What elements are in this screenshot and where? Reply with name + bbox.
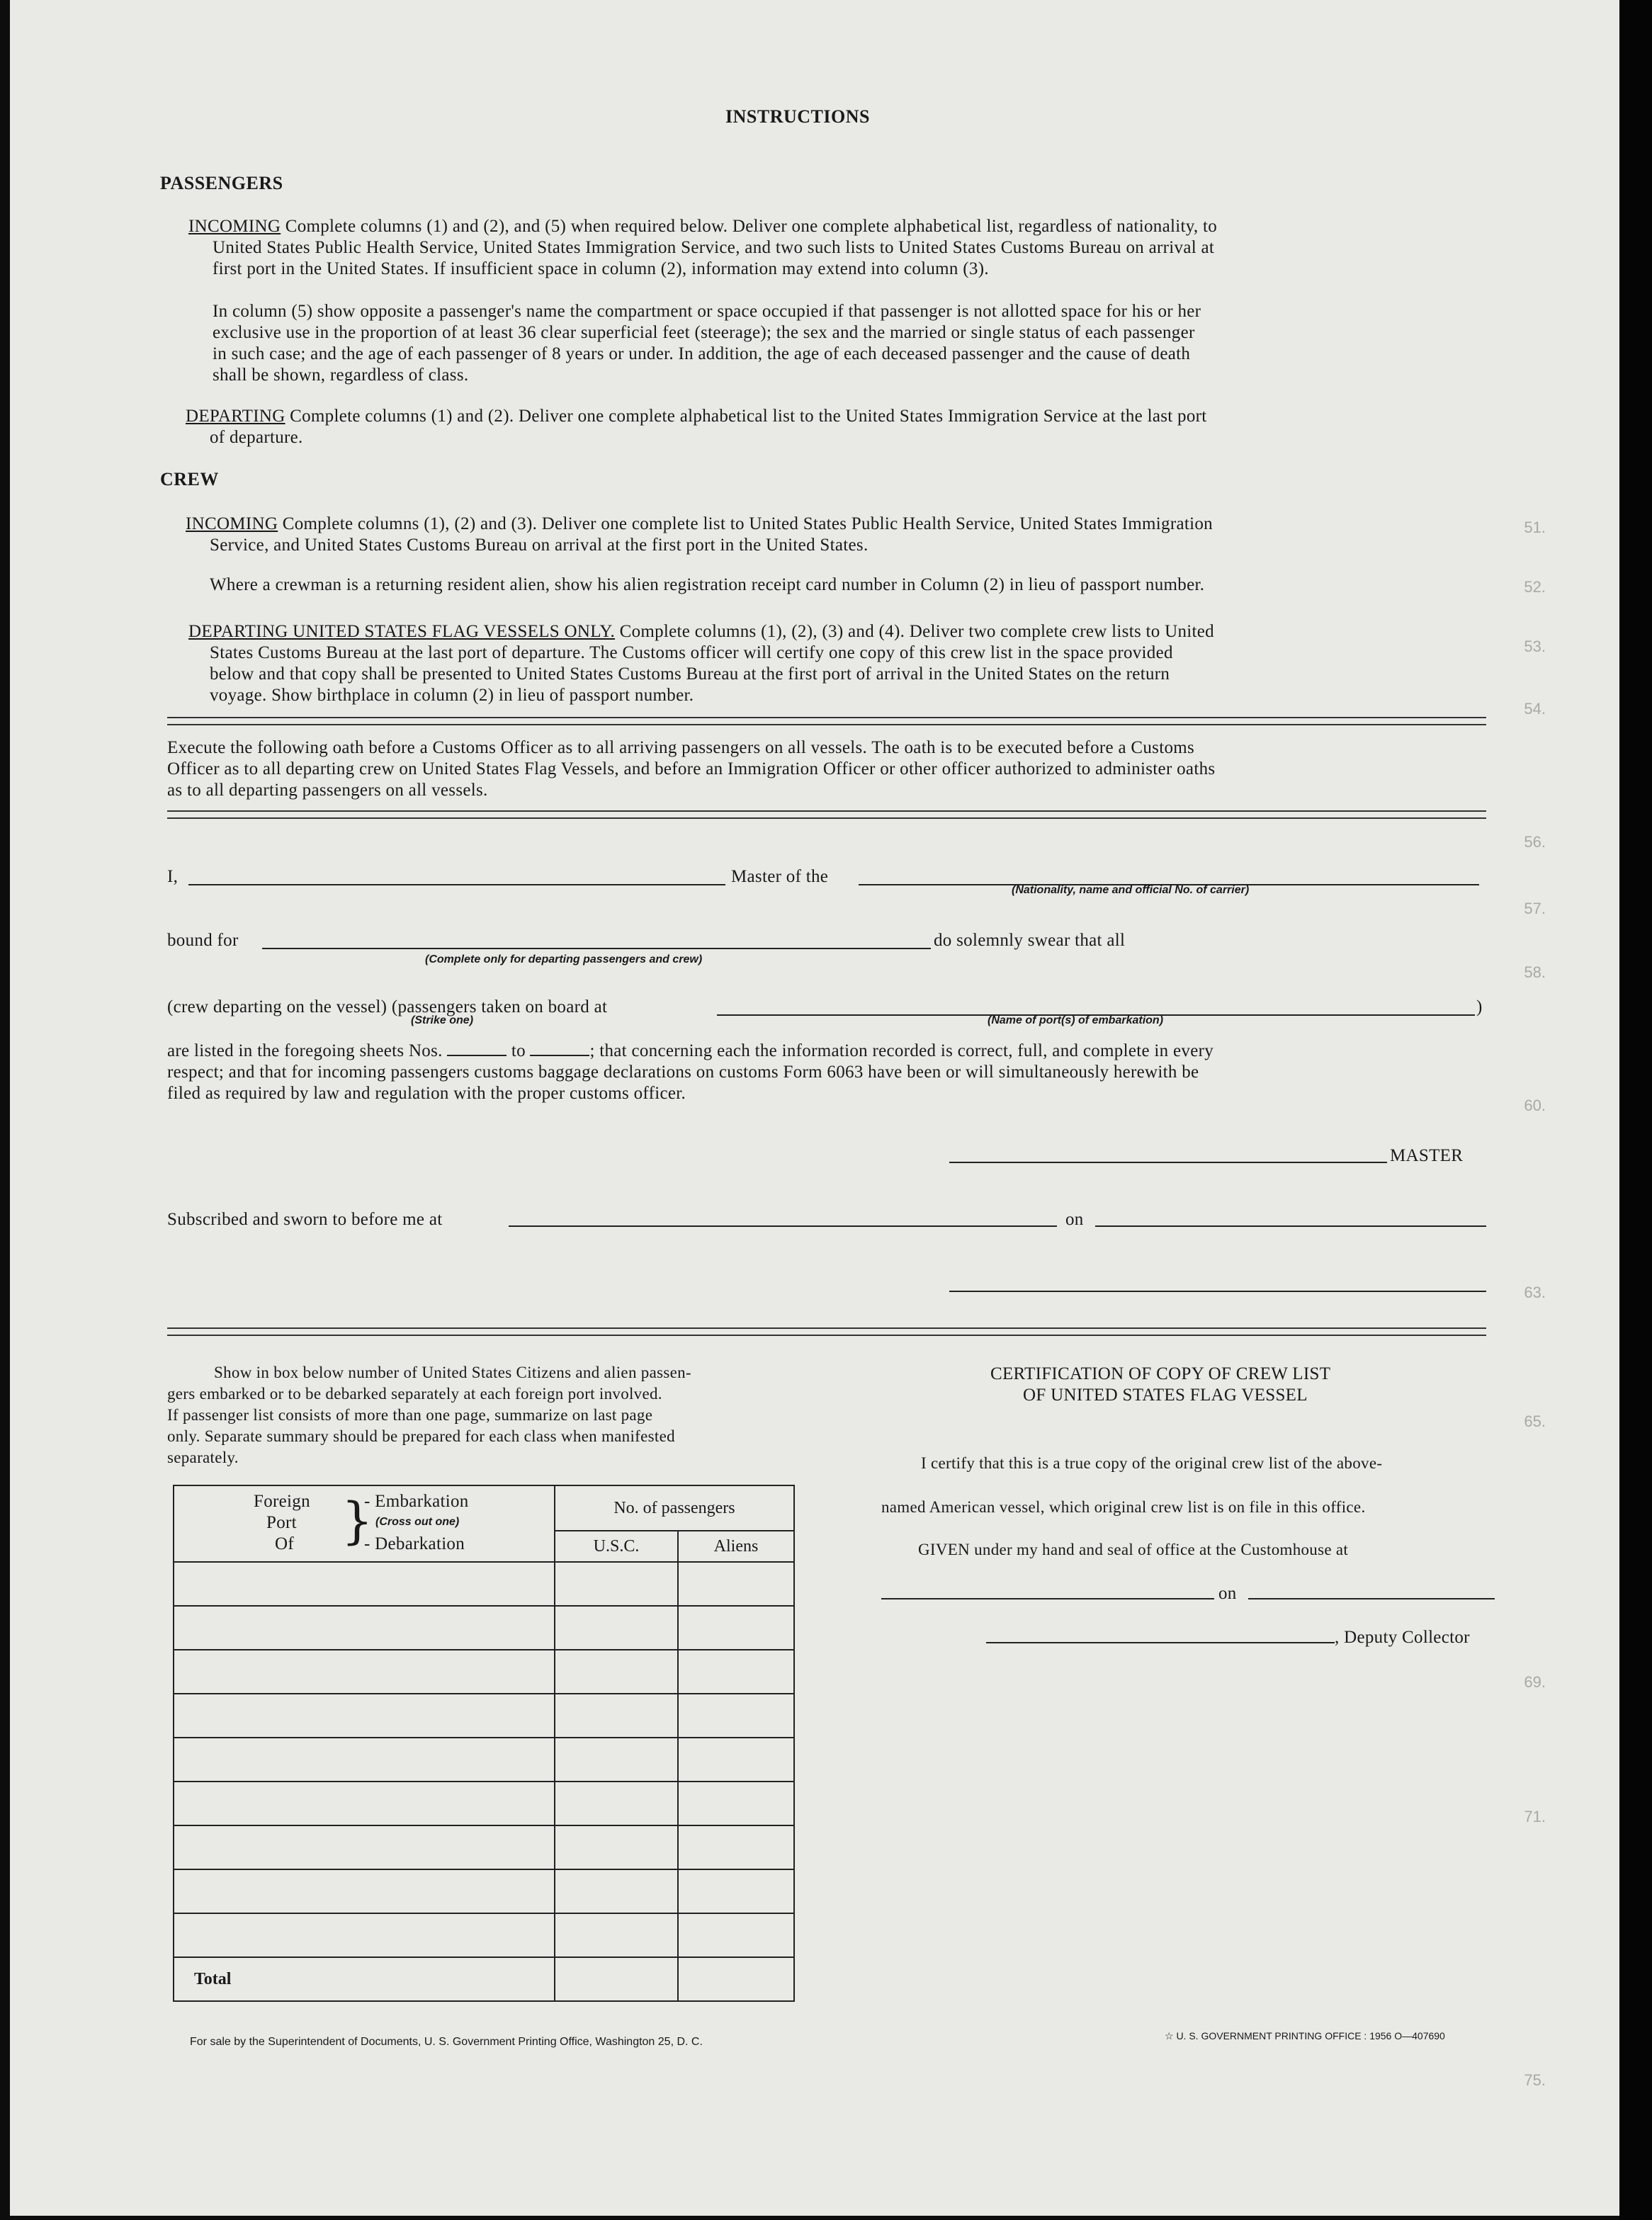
crew-departing-line-1: DEPARTING UNITED STATES FLAG VESSELS ONLY. Complete columns (1), (2), (3) and (4). Deliver two complete crew lists to United [188,622,1214,641]
summary-text-4: only. Separate summary should be prepared for each class when manifested [167,1427,675,1445]
column-5-line-1: In column (5) show opposite a passenger's name the compartment or space occupied if that passenger is not allotted space for his or her [213,302,1201,321]
port-cell[interactable] [174,1869,555,1913]
complete-only-caption: (Complete only for departing passengers and crew) [425,953,703,965]
oath-intro-line-3: as to all departing passengers on all vessels. [167,781,488,800]
table-row [174,1650,794,1694]
port-cell[interactable] [174,1825,555,1869]
sheets-line: are listed in the foregoing sheets Nos. to ; that concerning each the information recorded is correct, full, and complete in every [167,1041,1214,1060]
port-caption: (Name of port(s) of embarkation) [988,1014,1164,1026]
crew-incoming-line-1: INCOMING Complete columns (1), (2) and (3). Deliver one complete list to United States Public Health Service, United States Immigration [186,514,1213,533]
total-label: Total [174,1957,555,2001]
aliens-cell[interactable] [678,1694,794,1738]
oath-intro-line-1: Execute the following oath before a Customs Officer as to all arriving passengers on all vessels. The oath is to be executed before a Customs [167,738,1195,757]
bleed-through-number: 60. [1524,1097,1546,1114]
passengers-incoming-line-3: first port in the United States. If insufficient space in column (2), information may extend into column (3). [213,259,989,278]
aliens-cell[interactable] [678,1562,794,1606]
certification-date-field[interactable] [1248,1598,1495,1599]
aliens-cell[interactable] [678,1738,794,1782]
summary-text-1: Show in box below number of United States Citizens and alien passen- [214,1364,691,1381]
bound-for-field[interactable] [262,948,931,949]
crew-incoming-line-2: Service, and United States Customs Bureau on arrival at the first port in the United States. [210,536,869,555]
certification-title-2: OF UNITED STATES FLAG VESSEL [1023,1386,1308,1405]
certification-title-1: CERTIFICATION OF COPY OF CREW LIST [990,1364,1331,1383]
scan-border [1619,0,1652,2220]
passenger-summary-table [173,1485,795,2002]
table-row [174,1782,794,1825]
crew-departing-label: DEPARTING UNITED STATES FLAG VESSELS ONLY. [188,622,616,641]
section-divider [167,810,1486,819]
port-cell[interactable] [174,1782,555,1825]
table-row [174,1606,794,1650]
table-row [174,1562,794,1606]
usc-cell[interactable] [555,1738,678,1782]
crew-incoming-label: INCOMING [186,514,278,533]
bleed-through-number: 71. [1524,1808,1546,1825]
summary-text-2: gers embarked or to be debarked separately at each foreign port involved. [167,1385,662,1403]
passengers-departing-line-2: of departure. [210,428,303,447]
aliens-cell[interactable] [678,1606,794,1650]
brace-icon: } [341,1492,373,1550]
deputy-collector-signature-field[interactable] [986,1642,1335,1643]
subscribed-label: Subscribed and sworn to before me at [167,1210,443,1229]
nationality-caption: (Nationality, name and official No. of carrier) [1012,884,1250,896]
bleed-through-number: 58. [1524,963,1546,981]
aliens-cell[interactable] [678,1782,794,1825]
footer-left: For sale by the Superintendent of Documents, U. S. Government Printing Office, Washington 25, D. C. [190,2036,703,2048]
swear-label: do solemnly swear that all [934,931,1126,950]
port-cell[interactable] [174,1606,555,1650]
usc-cell[interactable] [555,1869,678,1913]
usc-cell[interactable] [555,1825,678,1869]
port-cell[interactable] [174,1650,555,1694]
master-name-field[interactable] [188,884,725,885]
usc-cell[interactable] [555,1913,678,1957]
usc-cell[interactable] [555,1650,678,1694]
aliens-cell[interactable] [678,1869,794,1913]
sheet-to-field[interactable] [530,1041,589,1056]
bound-for-label: bound for [167,931,239,950]
port-cell[interactable] [174,1562,555,1606]
certification-on-label: on [1218,1584,1237,1603]
certification-text-1: I certify that this is a true copy of the original crew list of the above- [921,1454,1383,1472]
bleed-through-number: 57. [1524,900,1546,917]
port-cell[interactable] [174,1738,555,1782]
bleed-through-number: 75. [1524,2071,1546,2089]
bleed-through-number: 63. [1524,1284,1546,1301]
sworn-on-label: on [1065,1210,1084,1229]
bleed-through-number: 51. [1524,519,1546,536]
port-cell[interactable] [174,1913,555,1957]
crew-departing-oath-label: (crew departing on the vessel) (passengers taken on board at [167,997,608,1016]
section-divider [167,1327,1486,1336]
bleed-through-number: 53. [1524,638,1546,655]
port-cell[interactable] [174,1694,555,1738]
passengers-incoming-line-2: United States Public Health Service, United States Immigration Service, and two such lists to United States Customs Bureau on arrival at [213,238,1215,257]
page-title: INSTRUCTIONS [725,106,870,127]
oath-i-label: I, [167,867,179,886]
usc-header: U.S.C. [555,1531,678,1562]
master-signature-field[interactable] [949,1162,1387,1163]
footer-right: ☆ U. S. GOVERNMENT PRINTING OFFICE : 1956 O—407690 [1165,2030,1445,2041]
sheet-from-field[interactable] [447,1041,507,1056]
aliens-cell[interactable] [678,1913,794,1957]
strike-one-caption: (Strike one) [411,1014,474,1026]
table-row [174,1738,794,1782]
oath-line-2: respect; and that for incoming passengers customs baggage declarations on customs Form 6063 have been or will simultaneously herewith be [167,1063,1199,1082]
crew-alien-line: Where a crewman is a returning resident alien, show his alien registration receipt card number in Column (2) in lieu of passport number. [210,575,1205,594]
total-aliens-cell[interactable] [678,1957,794,2001]
oath-line-3: filed as required by law and regulation with the proper customs officer. [167,1084,686,1103]
passengers-incoming-line-1: INCOMING Complete columns (1) and (2), and (5) when required below. Deliver one complete alphabetical list, regardless of nationality, to [188,217,1218,236]
bleed-through-number: 56. [1524,833,1546,851]
aliens-cell[interactable] [678,1650,794,1694]
table-row [174,1825,794,1869]
aliens-cell[interactable] [678,1825,794,1869]
bleed-through-number: 54. [1524,700,1546,718]
officer-signature-field[interactable] [949,1291,1486,1292]
table-row [174,1913,794,1957]
sworn-date-field[interactable] [1095,1225,1486,1227]
crew-departing-line-4: voyage. Show birthplace in column (2) in lieu of passport number. [210,686,694,705]
crew-heading: CREW [160,469,219,489]
crew-departing-line-2: States Customs Bureau at the last port of departure. The Customs officer will certify one copy of this crew list in the space provided [210,643,1173,662]
no-passengers-header: No. of passengers [555,1485,794,1531]
deputy-collector-label: , Deputy Collector [1335,1628,1470,1647]
summary-text-3: If passenger list consists of more than one page, summarize on last page [167,1406,653,1424]
certification-text-2: named American vessel, which original crew list is on file in this office. [881,1498,1366,1516]
given-text: GIVEN under my hand and seal of office at the Customhouse at [918,1541,1349,1558]
passengers-incoming-label: INCOMING [188,217,281,236]
column-5-line-4: shall be shown, regardless of class. [213,366,469,385]
master-of-the-label: Master of the [731,867,829,886]
section-divider [167,717,1486,725]
master-label: MASTER [1390,1146,1464,1165]
crew-departing-line-3: below and that copy shall be presented to United States Customs Bureau at the first port of arrival in the United States on the return [210,664,1170,684]
summary-text-5: separately. [167,1449,239,1466]
close-paren: ) [1476,997,1483,1016]
column-5-line-3: in such case; and the age of each passenger of 8 years or under. In addition, the age of each deceased passenger and the cause of death [213,344,1191,363]
usc-cell[interactable] [555,1782,678,1825]
bleed-through-number: 52. [1524,578,1546,596]
usc-cell[interactable] [555,1562,678,1606]
total-usc-cell[interactable] [555,1957,678,2001]
oath-intro-line-2: Officer as to all departing crew on United States Flag Vessels, and before an Immigration Officer or other officer authorized to administer oaths [167,759,1216,778]
total-row [174,1957,794,2001]
usc-cell[interactable] [555,1606,678,1650]
aliens-header: Aliens [678,1531,794,1562]
passengers-heading: PASSENGERS [160,173,283,193]
passengers-departing-line-1: DEPARTING Complete columns (1) and (2). Deliver one complete alphabetical list to the United States Immigration Service at the last port [186,407,1207,426]
sworn-place-field[interactable] [509,1225,1057,1227]
foreign-port-header: Foreign Port Of } - Embarkation (Cross out one) - Debarkation [174,1485,555,1562]
customhouse-field[interactable] [881,1598,1214,1599]
passengers-departing-label: DEPARTING [186,407,285,426]
usc-cell[interactable] [555,1694,678,1738]
bleed-through-number: 65. [1524,1412,1546,1430]
table-row [174,1869,794,1913]
table-row [174,1694,794,1738]
column-5-line-2: exclusive use in the proportion of at least 36 clear superficial feet (steerage); the sex and the married or single status of each passenger [213,323,1195,342]
bleed-through-number: 69. [1524,1673,1546,1691]
